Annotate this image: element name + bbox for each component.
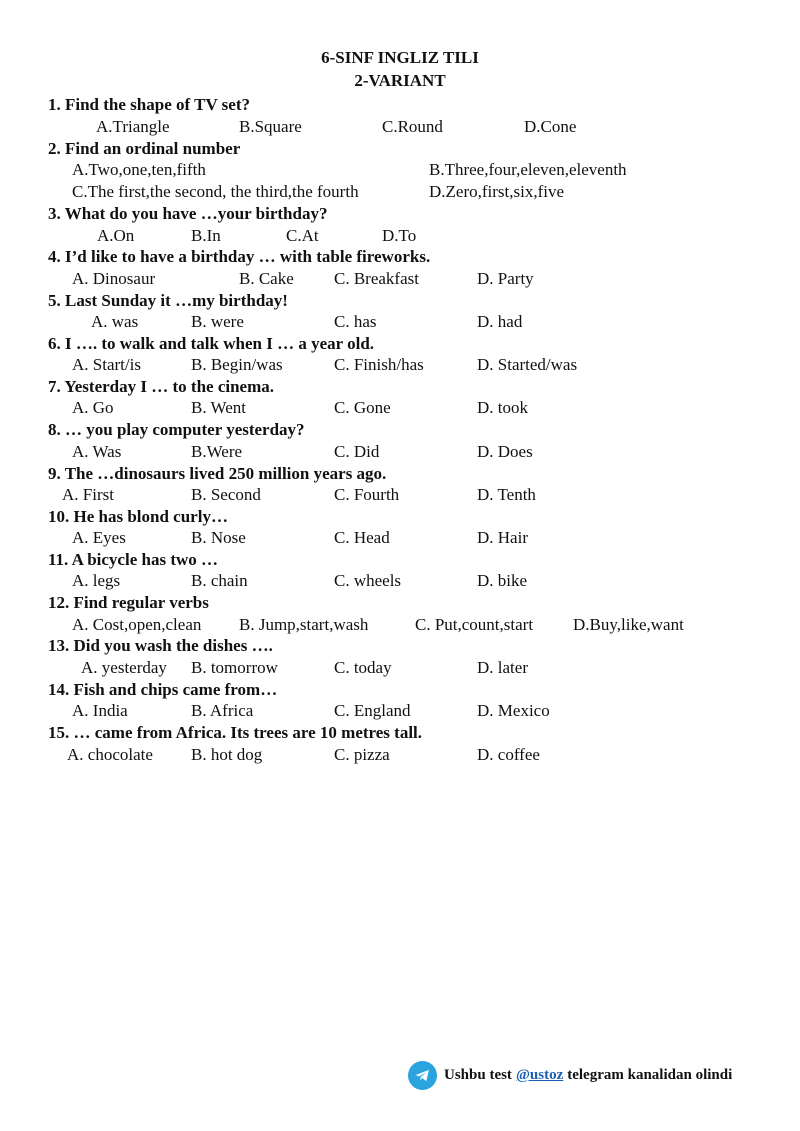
q8-option-b: B.Were xyxy=(191,442,243,461)
q14-option-c: C. England xyxy=(334,701,411,720)
q6-option-c: C. Finish/has xyxy=(334,355,424,374)
channel-link[interactable]: @ustoz xyxy=(515,1066,564,1083)
question-10: 10. He has blond curly… xyxy=(48,507,228,526)
q2-option-d: D.Zero,first,six,five xyxy=(429,182,565,201)
q12-option-d: D.Buy,like,want xyxy=(573,615,684,634)
q1-option-a: A.Triangle xyxy=(96,117,170,136)
q6-option-b: B. Begin/was xyxy=(191,355,283,374)
q3-option-d: D.To xyxy=(382,226,417,245)
q14-option-d: D. Mexico xyxy=(477,701,550,720)
telegram-icon xyxy=(408,1061,437,1090)
q10-option-c: C. Head xyxy=(334,528,390,547)
q2-option-a: A.Two,one,ten,fifth xyxy=(72,160,206,179)
q5-option-d: D. had xyxy=(477,312,523,331)
q7-option-a: A. Go xyxy=(72,398,114,417)
question-1: 1. Find the shape of TV set? xyxy=(48,95,250,114)
question-7: 7. Yesterday I … to the cinema. xyxy=(48,377,274,396)
q11-option-a: A. legs xyxy=(72,571,121,590)
question-8: 8. … you play computer yesterday? xyxy=(48,420,305,439)
q6-option-a: A. Start/is xyxy=(72,355,141,374)
q14-option-b: B. Africa xyxy=(191,701,254,720)
question-12: 12. Find regular verbs xyxy=(48,593,209,612)
q1-option-b: B.Square xyxy=(239,117,302,136)
q8-option-d: D. Does xyxy=(477,442,533,461)
q4-option-b: B. Cake xyxy=(239,269,294,288)
q13-option-c: C. today xyxy=(334,658,392,677)
q13-option-b: B. tomorrow xyxy=(191,658,278,677)
q3-option-a: A.On xyxy=(97,226,135,245)
q3-option-c: C.At xyxy=(286,226,319,245)
q4-option-a: A. Dinosaur xyxy=(72,269,156,288)
footer-prefix: Ushbu test xyxy=(444,1066,512,1083)
q15-option-b: B. hot dog xyxy=(191,745,263,764)
q3-option-b: B.In xyxy=(191,226,221,245)
q13-option-a: A. yesterday xyxy=(81,658,167,677)
footer-credit xyxy=(408,1060,732,1090)
page-title: 6-SINF INGLIZ TILI xyxy=(321,48,479,67)
q9-option-c: C. Fourth xyxy=(334,485,400,504)
q4-option-d: D. Party xyxy=(477,269,534,288)
question-11: 11. A bicycle has two … xyxy=(48,550,219,569)
q7-option-c: C. Gone xyxy=(334,398,391,417)
q5-option-c: C. has xyxy=(334,312,377,331)
q15-option-a: A. chocolate xyxy=(67,745,153,764)
q12-option-c: C. Put,count,start xyxy=(415,615,534,634)
q2-option-b: B.Three,four,eleven,eleventh xyxy=(429,160,627,179)
q15-option-d: D. coffee xyxy=(477,745,540,764)
variant-title: 2-VARIANT xyxy=(354,71,446,90)
q5-option-a: A. was xyxy=(91,312,139,331)
question-13: 13. Did you wash the dishes …. xyxy=(48,636,273,655)
q11-option-c: C. wheels xyxy=(334,571,402,590)
q2-option-c: C.The first,the second, the third,the fourth xyxy=(72,182,359,201)
q8-option-c: C. Did xyxy=(334,442,380,461)
q6-option-d: D. Started/was xyxy=(477,355,578,374)
q1-option-c: C.Round xyxy=(382,117,443,136)
q11-option-b: B. chain xyxy=(191,571,248,590)
q9-option-b: B. Second xyxy=(191,485,261,504)
q12-option-b: B. Jump,start,wash xyxy=(239,615,369,634)
q9-option-d: D. Tenth xyxy=(477,485,536,504)
q7-option-b: B. Went xyxy=(191,398,246,417)
q14-option-a: A. India xyxy=(72,701,128,720)
question-15: 15. … came from Africa. Its trees are 10 metres tall. xyxy=(48,723,423,742)
footer-suffix: telegram kanalidan olindi xyxy=(567,1066,733,1083)
question-14: 14. Fish and chips came from… xyxy=(48,680,278,699)
q11-option-d: D. bike xyxy=(477,571,528,590)
q7-option-d: D. took xyxy=(477,398,528,417)
q12-option-a: A. Cost,open,clean xyxy=(72,615,202,634)
q4-option-c: C. Breakfast xyxy=(334,269,419,288)
question-4: 4. I’d like to have a birthday … with table fireworks. xyxy=(48,247,431,266)
q15-option-c: C. pizza xyxy=(334,745,390,764)
question-9: 9. The …dinosaurs lived 250 million years ago. xyxy=(48,464,387,483)
q10-option-b: B. Nose xyxy=(191,528,246,547)
q10-option-a: A. Eyes xyxy=(72,528,126,547)
q8-option-a: A. Was xyxy=(72,442,122,461)
q1-option-d: D.Cone xyxy=(524,117,577,136)
q5-option-b: B. were xyxy=(191,312,244,331)
question-5: 5. Last Sunday it …my birthday! xyxy=(48,291,288,310)
question-2: 2. Find an ordinal number xyxy=(48,139,241,158)
q10-option-d: D. Hair xyxy=(477,528,528,547)
q13-option-d: D. later xyxy=(477,658,528,677)
q9-option-a: A. First xyxy=(62,485,114,504)
question-3: 3. What do you have …your birthday? xyxy=(48,204,328,223)
question-6: 6. I …. to walk and talk when I … a year old. xyxy=(48,334,375,353)
